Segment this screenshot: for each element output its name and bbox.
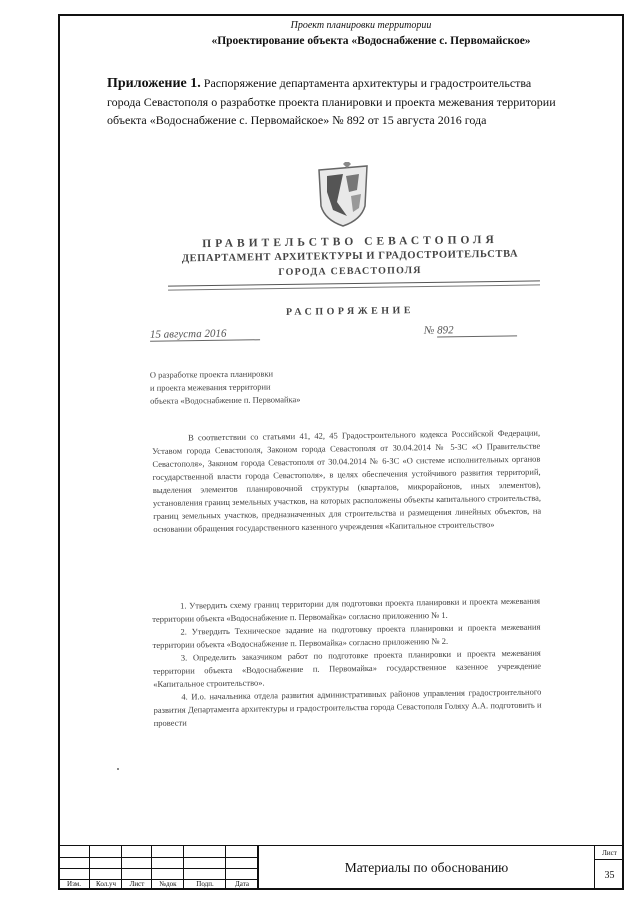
order-item-2: 2. Утвердить Техническое задание на подготовку проекта планировки и проекта межевания территории объекта «Водоснабжение п. Первомайка» согласно приложению № 2.	[152, 621, 541, 650]
main-paragraph: В соответствии со статьями 41, 42, 45 Градостроительного кодекса Российской Федерации, Уставом города Севастополя, Законом города Севастополя от 30.04.2014 № 5-ЗС «О Правительстве Севастополя», Законом города Севастополя от 30.04.2014 № 6-ЗС «О системе исполнительных органов государственной власти города Севастополя», в целях обеспечения устойчивого развития территорий, выделения элементов планировочной структуры (кварталов, микрорайонов, иных элементов), установления границ земельных участков, на которых расположены объекты капитального строительства, границ земельных участков, предназначенных для строительства и размещения линейных объектов, на основании обращения государственного казенного учреждения «Капитальное строительство»	[152, 427, 542, 534]
grid-cell	[152, 845, 184, 857]
label-list: Лист	[129, 880, 145, 888]
grid-cell	[184, 868, 226, 879]
order-title: РАСПОРЯЖЕНИЕ	[285, 305, 415, 318]
scan-speck	[117, 768, 119, 770]
grid-cell	[184, 857, 226, 868]
subject-line-1: О разработке проекта планировки	[149, 368, 274, 380]
order-date-value: 15 августа 2016	[150, 327, 260, 342]
grid-cell	[90, 857, 122, 868]
subject-line-2: и проекта межевания территории	[149, 381, 271, 393]
order-item-3: 3. Определить заказчиком работ по подготовке проекта планировки и проекта межевания территории объекта «Водоснабжение п. Первомайка» государственное казенное учреждение «Капитальное строительство».	[152, 647, 542, 689]
grid-cell	[58, 845, 90, 857]
grid-cell	[226, 868, 258, 879]
label-izm: Изм.	[67, 880, 81, 888]
grid-cell	[90, 845, 122, 857]
revision-grid	[58, 845, 258, 890]
order-number-prefix: №	[423, 324, 435, 337]
gov-line-3: ГОРОДА СЕВАСТОПОЛЯ	[278, 264, 422, 279]
order-item-1: 1. Утвердить схему границ территории для подготовки проекта планировки и проекта межевания территории объекта «Водоснабжение п. Первомайка» согласно приложению № 1.	[152, 595, 541, 624]
label-podp: Подп.	[196, 880, 214, 888]
label-data: Дата	[235, 880, 249, 888]
subject-line-3: объекта «Водоснабжение п. Первомайка»	[150, 394, 301, 406]
grid-cell	[58, 857, 90, 868]
grid-cell	[122, 845, 152, 857]
sevastopol-emblem-icon	[313, 162, 373, 228]
gov-line-1: ПРАВИТЕЛЬСТВО СЕВАСТОПОЛЯ	[202, 233, 498, 251]
grid-cell	[122, 868, 152, 879]
title-block-caption: Материалы по обоснованию	[258, 845, 594, 890]
order-item-4: 4. И.о. начальника отдела развития административных районов управления градостроительного развития Департамента архитектуры и градостроительства города Севастополя Голяху А.А. подготовить и провести	[153, 686, 542, 728]
sheet-label: Лист	[595, 846, 624, 860]
title-block	[58, 845, 624, 890]
appendix-line-2: города Севастополя о разработке проекта планировки и проекта межевания территории	[107, 95, 556, 109]
object-title: «Проектирование объекта «Водоснабжение с. Первомайское»	[211, 35, 531, 47]
grid-cell	[122, 857, 152, 868]
label-kol-uch: Кол.уч	[96, 880, 116, 888]
order-date	[150, 327, 260, 342]
appendix-heading	[107, 74, 577, 129]
appendix-line-1: Распоряжение департамента архитектуры и градостроительства	[203, 76, 532, 90]
grid-cell	[58, 868, 90, 879]
order-items	[152, 595, 542, 730]
label-ndok: №док	[159, 880, 177, 888]
project-line: Проект планировки территории	[290, 20, 432, 31]
sheet-box	[594, 845, 624, 890]
appendix-line-3: объекта «Водоснабжение с. Первомайское» № 892 от 15 августа 2016 года	[107, 113, 487, 127]
order-number	[424, 323, 517, 337]
sheet-number: 35	[604, 870, 615, 881]
grid-cell	[226, 845, 258, 857]
grid-cell	[90, 868, 122, 879]
grid-cell	[184, 845, 226, 857]
appendix-lead: Приложение 1.	[107, 76, 201, 91]
order-subject	[150, 367, 301, 408]
grid-cell	[152, 868, 184, 879]
gov-line-2: ДЕПАРТАМЕНТ АРХИТЕКТУРЫ И ГРАДОСТРОИТЕЛЬСТВА	[181, 248, 519, 265]
grid-cell	[226, 857, 258, 868]
order-number-value: 892	[437, 323, 517, 337]
grid-cell	[152, 857, 184, 868]
